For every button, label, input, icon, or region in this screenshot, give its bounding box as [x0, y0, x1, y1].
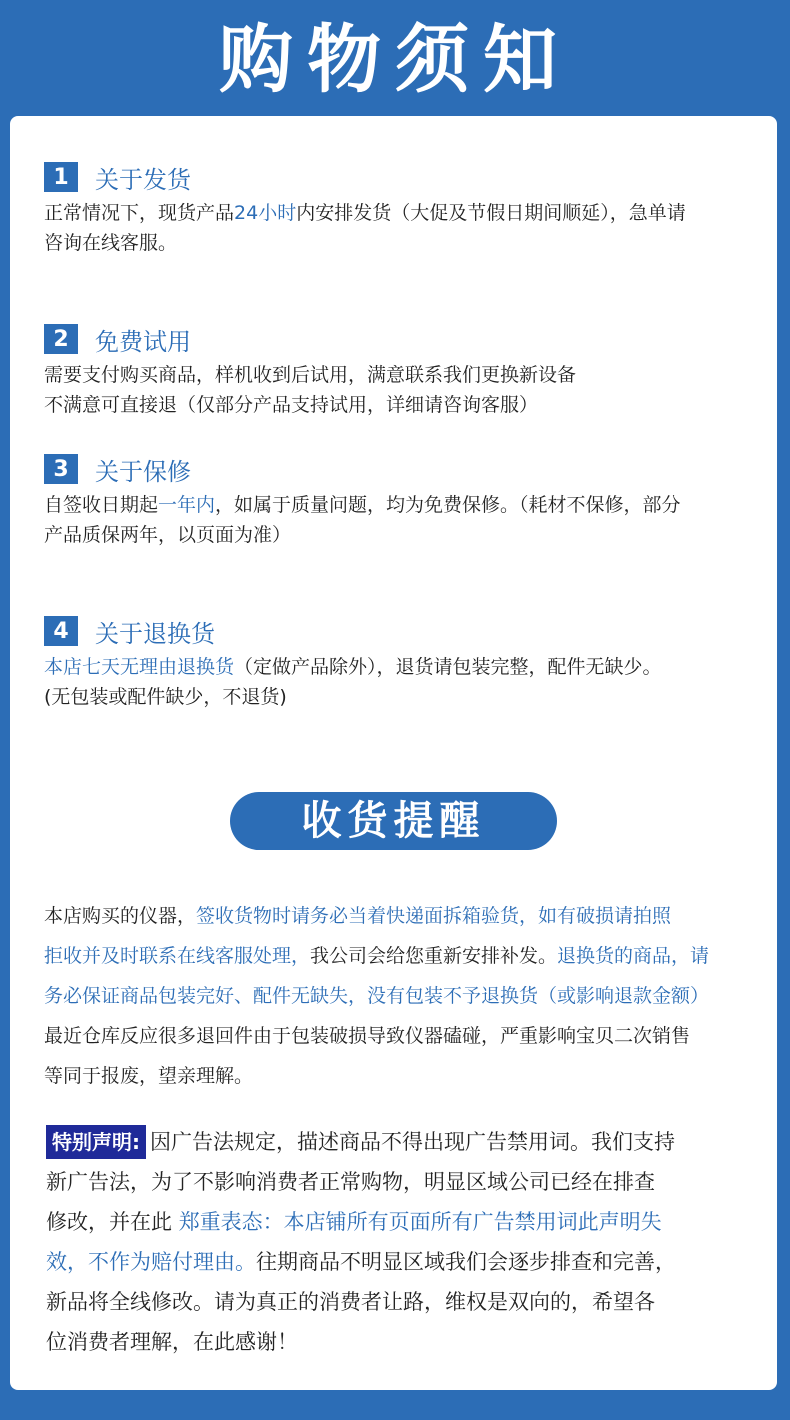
section-body: [44, 360, 744, 420]
highlight-span: 本店七天无理由退换货: [44, 656, 235, 678]
statement-line: [46, 1322, 746, 1362]
section-title: 关于发货: [95, 165, 191, 194]
highlight-span: 24小时: [234, 202, 297, 224]
text-span: 需要支付购买商品，样机收到后试用，满意联系我们更换新设备: [44, 364, 577, 386]
body-line: [44, 228, 744, 258]
highlight-span: 效，不作为赔付理由。: [46, 1250, 256, 1274]
body-line: [44, 652, 744, 682]
reminder-line: [44, 896, 754, 936]
section-number-badge: 3: [44, 454, 78, 484]
highlight-span: 务必保证商品包装完好、配件无缺失，没有包装不予退换货（或影响退款金额）: [44, 985, 710, 1007]
section-title: 免费试用: [95, 327, 191, 356]
section-free-trial: [44, 322, 744, 420]
statement-badge: 特别声明:: [46, 1125, 146, 1159]
page-title: 购物须知: [219, 17, 571, 103]
highlight-span: 拒收并及时联系在线客服处理，: [44, 945, 311, 967]
statement-line: [46, 1242, 746, 1282]
text-span: 新品将全线修改。请为真正的消费者让路，维权是双向的，希望各: [46, 1290, 655, 1314]
text-span: 不满意可直接退（仅部分产品支持试用，详细请咨询客服）: [44, 394, 539, 416]
section-body: [44, 198, 744, 258]
text-span: ，如属于质量问题，均为免费保修。（耗材不保修，部分: [215, 494, 681, 516]
text-span: 产品质保两年，以页面为准）: [44, 524, 292, 546]
text-span: 往期商品不明显区域我们会逐步排查和完善，: [256, 1250, 676, 1274]
text-span: 位消费者理解，在此感谢！: [46, 1330, 298, 1354]
section-number-badge: 1: [44, 162, 78, 192]
section-shipping: [44, 160, 744, 258]
section-body: [44, 490, 744, 550]
statement-line: [46, 1282, 746, 1322]
text-span: 等同于报废，望亲理解。: [44, 1065, 254, 1087]
notice-card: [10, 116, 777, 1390]
body-line: [44, 198, 744, 228]
highlight-span: 郑重表态：本店铺所有页面所有广告禁用词此声明失: [178, 1210, 662, 1234]
highlight-span: 退换货的商品，请: [557, 945, 710, 967]
reminder-line: [44, 1056, 754, 1096]
statement-line: [46, 1122, 746, 1162]
section-title: 关于退换货: [95, 619, 215, 648]
section-returns: [44, 614, 744, 712]
highlight-span: 签收货物时请务必当着快递面拆箱验货，如有破损请拍照: [196, 905, 672, 927]
text-span: 咨询在线客服。: [44, 232, 178, 254]
reminder-text: [44, 896, 754, 1096]
section-title: 关于保修: [95, 457, 191, 486]
text-span: 我公司会给您重新安排补发。: [310, 945, 558, 967]
text-span: （定做产品除外），退货请包装完整，配件无缺少。: [234, 656, 662, 678]
section-number-badge: 4: [44, 616, 78, 646]
highlight-span: 一年内: [158, 494, 216, 516]
statement-line: [46, 1162, 746, 1202]
text-span: 自签收日期起: [44, 494, 159, 516]
text-span: 新广告法，为了不影响消费者正常购物，明显区域公司已经在排查: [46, 1170, 655, 1194]
section-warranty: [44, 452, 744, 550]
reminder-line: [44, 1016, 754, 1056]
statement-line: [46, 1202, 746, 1242]
reminder-title-pill: 收货提醒: [230, 792, 557, 850]
section-number-badge: 2: [44, 324, 78, 354]
text-span: 修改，并在此: [46, 1210, 179, 1234]
special-statement: [46, 1122, 746, 1362]
reminder-line: [44, 936, 754, 976]
text-span: (无包装或配件缺少，不退货): [44, 686, 287, 708]
body-line: [44, 682, 744, 712]
body-line: [44, 360, 744, 390]
text-span: 本店购买的仪器，: [44, 905, 197, 927]
reminder-line: [44, 976, 754, 1016]
text-span: 最近仓库反应很多退回件由于包装破损导致仪器磕碰，严重影响宝贝二次销售: [44, 1025, 691, 1047]
text-span: 内安排发货（大促及节假日期间顺延），急单请: [296, 202, 686, 224]
section-body: [44, 652, 744, 712]
body-line: [44, 520, 744, 550]
text-span: 正常情况下，现货产品: [44, 202, 235, 224]
body-line: [44, 390, 744, 420]
text-span: 因广告法规定，描述商品不得出现广告禁用词。我们支持: [150, 1130, 675, 1154]
body-line: [44, 490, 744, 520]
